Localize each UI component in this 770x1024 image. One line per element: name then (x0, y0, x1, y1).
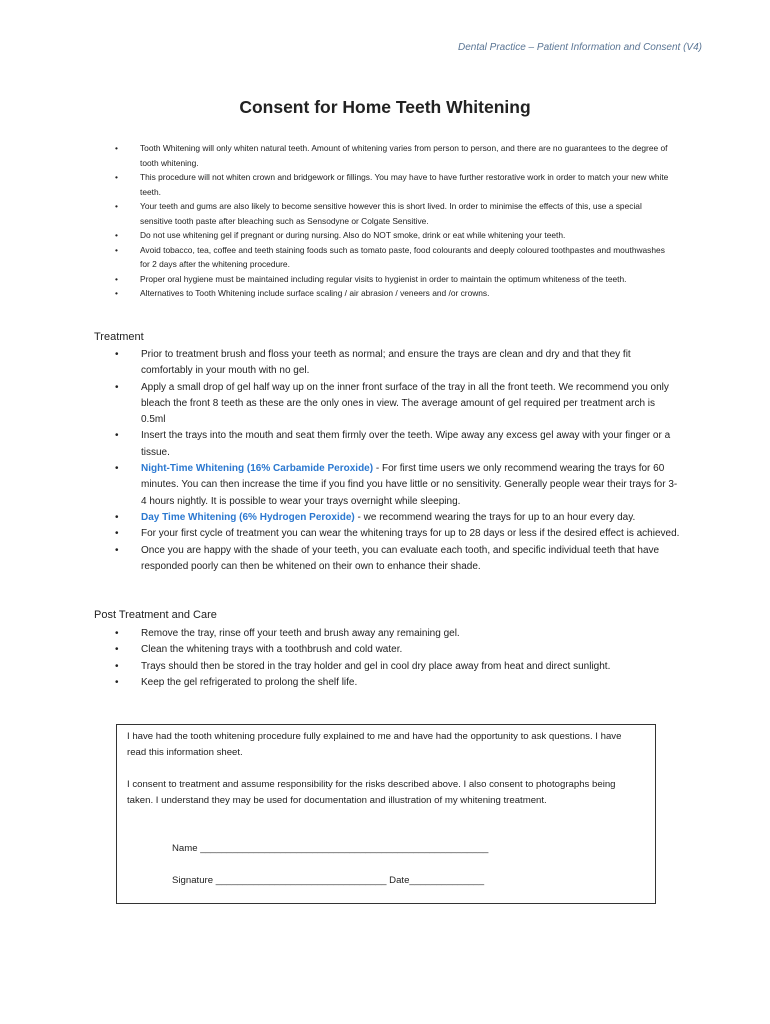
intro-item: • Avoid tobacco, tea, coffee and teeth staining foods such as tomato paste, food colourants and deeply coloured toothpastes and mouthwashes for 2 days after the whitening procedure. (115, 243, 675, 272)
treatment-item-text: For your first cycle of treatment you can wear the whitening trays for up to 28 days or less if the desired effect is achieved. (141, 528, 680, 540)
day-time-whitening-label: Day Time Whitening (6% Hydrogen Peroxide) (141, 511, 355, 523)
consent-box (116, 724, 656, 904)
treatment-item (115, 347, 680, 380)
post-treatment-item: • Trays should then be stored in the tray holder and gel in cool dry place away from heat and direct sunlight. (115, 659, 680, 675)
treatment-item (115, 461, 680, 510)
intro-item: • This procedure will not whiten crown and bridgework or fillings. You may have to have further restorative work in order to match your new white teeth. (115, 170, 675, 199)
signature-date-field[interactable]: Signature ________________________________ Date______________ (172, 875, 485, 886)
consent-paragraph-1: I have had the tooth whitening procedure fully explained to me and have had the opportunity to ask questions. I have read this information sheet. (127, 731, 622, 758)
treatment-list (115, 347, 680, 575)
treatment-item (115, 380, 680, 429)
post-treatment-heading: Post Treatment and Care (94, 609, 217, 621)
intro-item: • Proper oral hygiene must be maintained including regular visits to hygienist in order to maintain the optimum whiteness of the teeth. (115, 272, 675, 287)
post-treatment-item: • Remove the tray, rinse off your teeth and brush away any remaining gel. (115, 626, 680, 642)
night-time-whitening-label: Night-Time Whitening (16% Carbamide Peroxide) (141, 463, 374, 475)
treatment-item (115, 526, 680, 542)
intro-item: • Alternatives to Tooth Whitening include surface scaling / air abrasion / veneers and /or crowns. (115, 286, 675, 301)
post-treatment-item: • Clean the whitening trays with a toothbrush and cold water. (115, 642, 680, 658)
intro-item: • Tooth Whitening will only whiten natural teeth. Amount of whitening varies from person to person, and there are no guarantees to the degree of tooth whitening. (115, 141, 675, 170)
treatment-item-text: Once you are happy with the shade of your teeth, you can evaluate each tooth, and specific individual teeth that have responded poorly can then be whitened on their own to enhance their shade. (141, 544, 660, 572)
page-title: Consent for Home Teeth Whitening (239, 97, 531, 117)
intro-list (115, 141, 675, 301)
header-note: Dental Practice – Patient Information and Consent (V4) (457, 42, 702, 53)
intro-item: • Your teeth and gums are also likely to become sensitive however this is short lived. In order to minimise the effects of this, use a special sensitive tooth paste after bleaching such as Sensodyne or Colgate Sensitive. (115, 199, 675, 228)
intro-item: • Do not use whitening gel if pregnant or during nursing. Also do NOT smoke, drink or eat while whitening your teeth. (115, 228, 675, 243)
treatment-item-text: Prior to treatment brush and floss your teeth as normal; and ensure the trays are clean and dry and that they fit comfortably in your mouth with no gel. (141, 349, 631, 377)
treatment-item-text: - we recommend wearing the trays for up to an hour every day. (354, 511, 636, 523)
treatment-item-text: Apply a small drop of gel half way up on the inner front surface of the tray in all the front teeth. We recommend you only bleach the front 8 teeth as these are the only ones in view. The average amount of gel required per treatment arch is 0.5ml (141, 381, 669, 426)
treatment-item (115, 428, 680, 461)
treatment-item (115, 510, 680, 526)
consent-paragraph-2: I consent to treatment and assume responsibility for the risks described above. I also consent to photographs being taken. I understand they may be used for documentation and illustration of my whitening treatment. (127, 779, 616, 806)
post-treatment-list (115, 626, 680, 691)
treatment-item-text: Insert the trays into the mouth and seat them firmly over the teeth. Wipe away any excess gel away with your finger or a tissue. (141, 430, 671, 458)
post-treatment-item: • Keep the gel refrigerated to prolong the shelf life. (115, 675, 680, 691)
treatment-item (115, 543, 680, 576)
treatment-item-text: - For first time users we only recommend wearing the trays for 60 minutes. You can then increase the time if you find you have little or no sensitivity. Generally people wear their trays for 3-4 hours nightly. It is possible to wear your trays overnight while sleeping. (141, 463, 678, 507)
name-field[interactable]: Name ______________________________________________________ (172, 843, 489, 854)
treatment-heading: Treatment (94, 331, 144, 343)
